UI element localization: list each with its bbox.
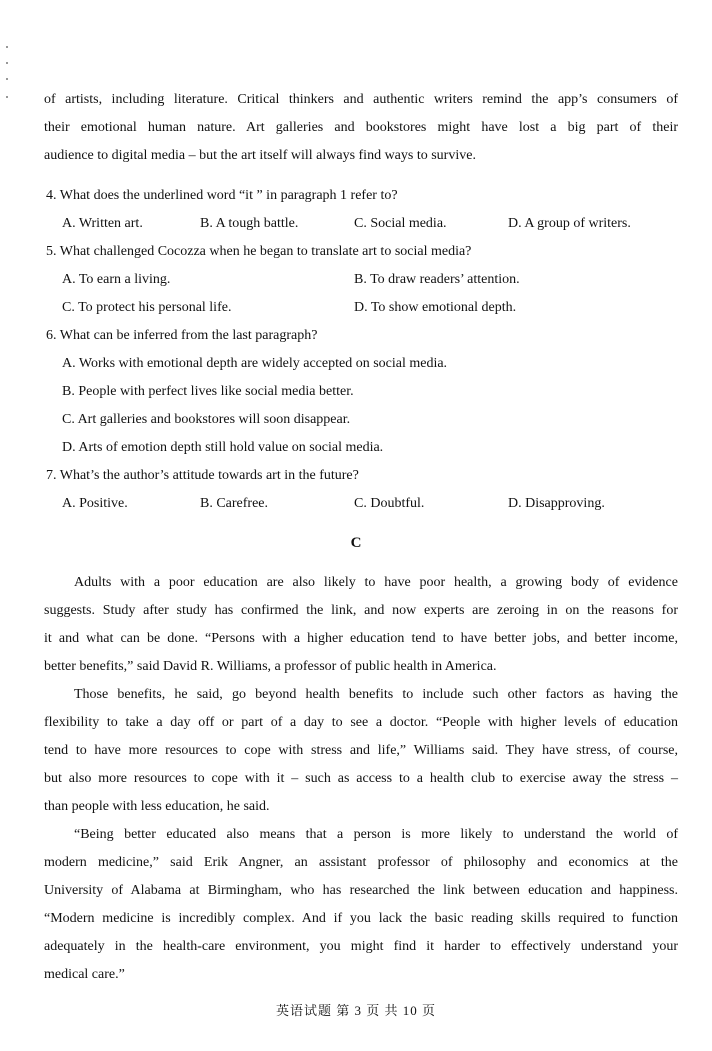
question-7-stem: 7. What’s the author’s attitude towards art in the future? — [46, 468, 359, 483]
scan-mark — [6, 78, 8, 80]
passage-line: tend to have more resources to cope with stress and life,” Williams said. They have stress, of course, — [44, 743, 678, 758]
question-6-option-b: B. People with perfect lives like social media better. — [62, 384, 354, 399]
question-7-option-d: D. Disapproving. — [508, 496, 605, 511]
question-7-option-a: A. Positive. — [62, 496, 128, 511]
question-5-option-d: D. To show emotional depth. — [354, 300, 517, 315]
scan-mark — [6, 96, 8, 98]
passage-line: than people with less education, he said. — [44, 799, 270, 814]
passage-line: audience to digital media – but the art itself will always find ways to survive. — [44, 148, 476, 163]
page-footer: 英语试题 第 3 页 共 10 页 — [275, 1003, 436, 1018]
passage-line: “Modern medicine is incredibly complex. And if you lack the basic reading skills required to function — [44, 911, 678, 926]
passage-line: of artists, including literature. Critical thinkers and authentic writers remind the app’s consumers of — [44, 92, 678, 107]
passage-line: but also more resources to cope with it – such as access to a health club to exercise away the stress – — [44, 771, 678, 786]
passage-line: Those benefits, he said, go beyond health benefits to include such other factors as having the — [74, 687, 678, 702]
question-6-option-c: C. Art galleries and bookstores will soon disappear. — [62, 412, 351, 427]
passage-line: suggests. Study after study has confirmed the link, and now experts are zeroing in on the reasons for — [44, 603, 678, 618]
question-7-option-b: B. Carefree. — [200, 496, 269, 511]
passage-line: “Being better educated also means that a person is more likely to understand the world of — [74, 827, 678, 842]
question-5-stem: 5. What challenged Cocozza when he began to translate art to social media? — [46, 244, 472, 259]
question-4-option-d: D. A group of writers. — [508, 216, 631, 231]
passage-line: flexibility to take a day off or part of a day to see a doctor. “People with higher levels of education — [44, 715, 678, 730]
question-4-option-c: C. Social media. — [354, 216, 447, 231]
question-4-option-b: B. A tough battle. — [200, 216, 299, 231]
question-5-option-c: C. To protect his personal life. — [62, 300, 232, 315]
passage-line: Adults with a poor education are also likely to have poor health, a growing body of evidence — [74, 575, 678, 590]
question-6-option-a: A. Works with emotional depth are widely accepted on social media. — [62, 356, 448, 371]
passage-line: their emotional human nature. Art galleries and bookstores might have lost a big part of their — [44, 120, 678, 135]
question-4-stem: 4. What does the underlined word “it ” in paragraph 1 refer to? — [46, 188, 398, 203]
passage-line: medical care.” — [44, 967, 125, 982]
passage-line: modern medicine,” said Erik Angner, an assistant professor of philosophy and economics at the — [44, 855, 678, 870]
passage-line: better benefits,” said David R. Williams, a professor of public health in America. — [44, 659, 497, 674]
question-6-stem: 6. What can be inferred from the last paragraph? — [46, 328, 318, 343]
question-5-option-a: A. To earn a living. — [62, 272, 171, 287]
scan-mark — [6, 62, 8, 64]
question-6-option-d: D. Arts of emotion depth still hold value on social media. — [62, 440, 384, 455]
passage-line: University of Alabama at Birmingham, who has researched the link between education and happiness. — [44, 883, 678, 898]
question-4-option-a: A. Written art. — [62, 216, 143, 231]
section-heading: C — [350, 535, 362, 551]
passage-line: adequately in the health-care environment, you might find it harder to effectively understand your — [44, 939, 678, 954]
scan-mark — [6, 46, 8, 48]
passage-line: it and what can be done. “Persons with a higher education tend to have better jobs, and better income, — [44, 631, 678, 646]
question-5-option-b: B. To draw readers’ attention. — [354, 272, 520, 287]
question-7-option-c: C. Doubtful. — [354, 496, 425, 511]
